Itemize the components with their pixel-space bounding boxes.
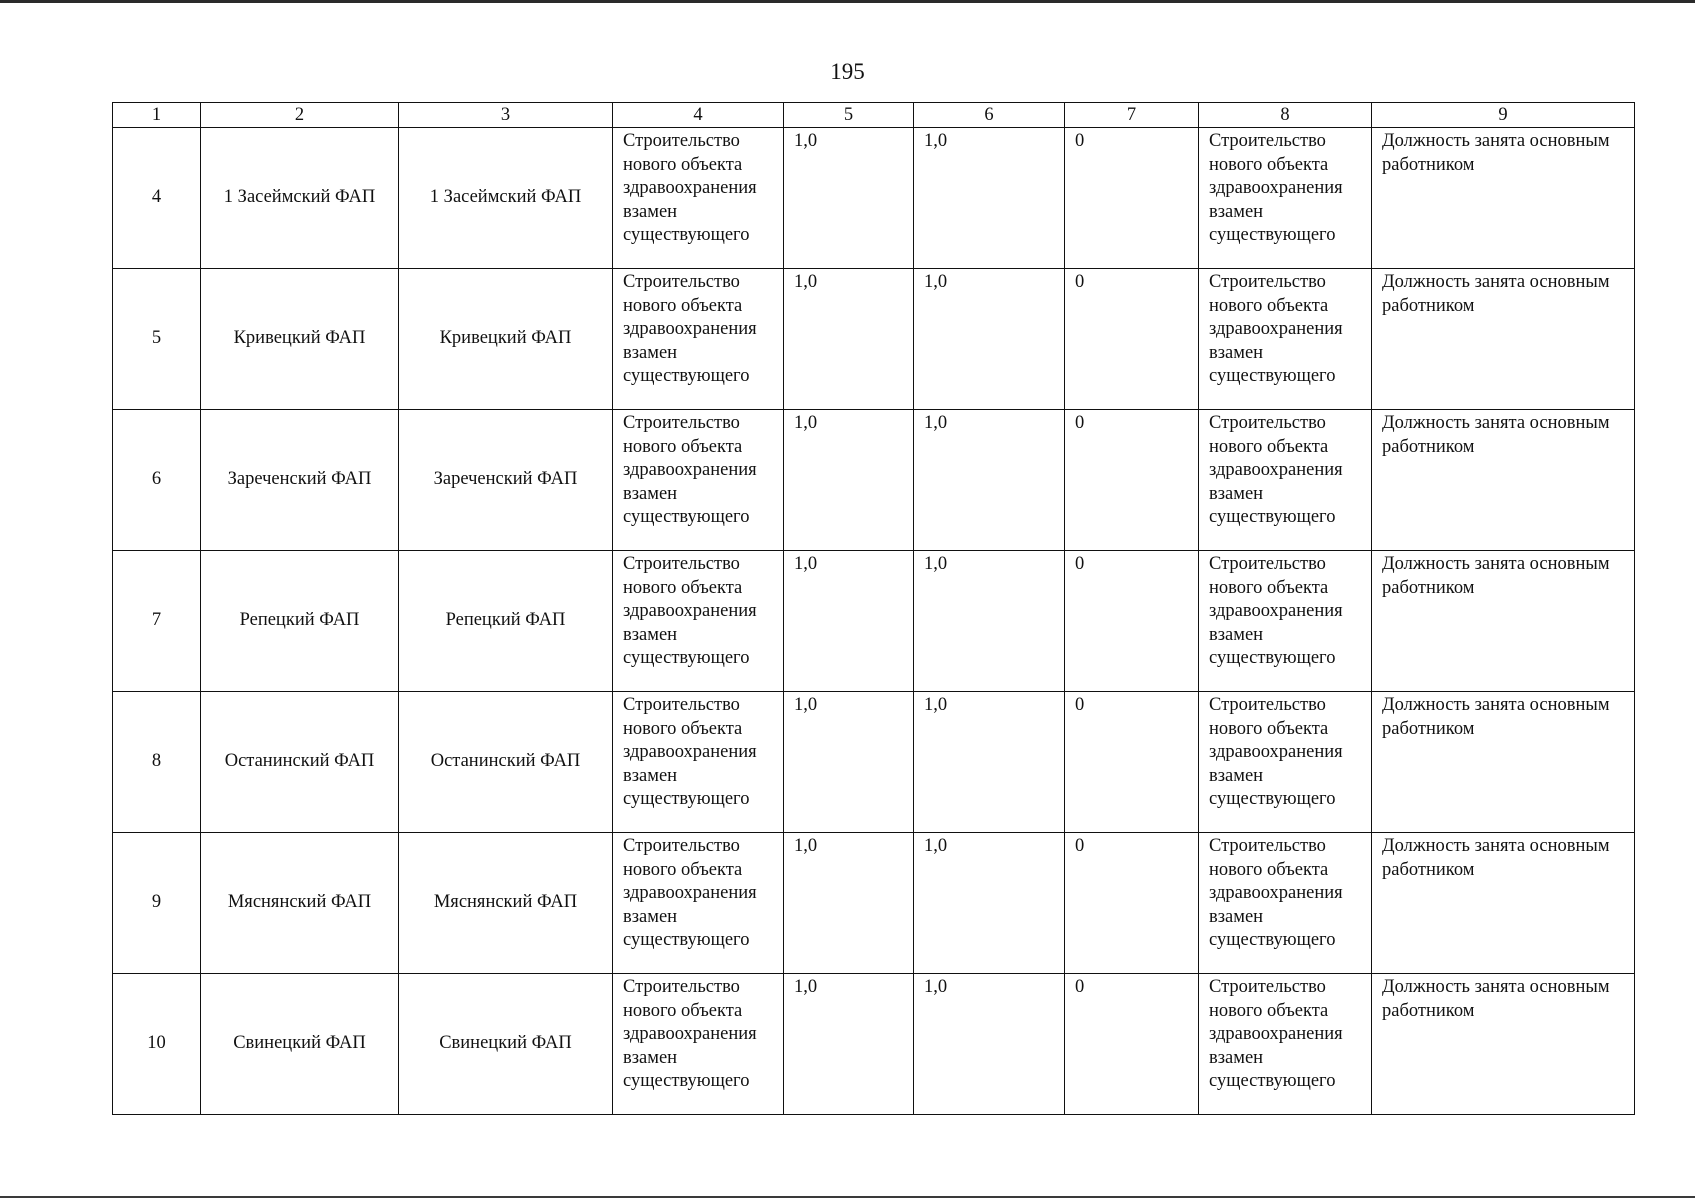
- value-cell: 1,0: [914, 551, 1065, 692]
- column-header: 4: [613, 103, 784, 128]
- facility-name: Свинецкий ФАП: [201, 974, 399, 1115]
- status-cell: Должность занята основным работником: [1372, 269, 1635, 410]
- column-header: 8: [1199, 103, 1372, 128]
- value-cell: 1,0: [784, 551, 914, 692]
- value-cell: 1,0: [784, 692, 914, 833]
- value-cell: 1,0: [784, 833, 914, 974]
- table-row: [113, 410, 1635, 551]
- table-row: [113, 128, 1635, 269]
- measure-cell: Строительство нового объекта здравоохранения взамен существующего: [613, 269, 784, 410]
- value-cell: 0: [1065, 128, 1199, 269]
- column-header: 7: [1065, 103, 1199, 128]
- status-cell: Должность занята основным работником: [1372, 974, 1635, 1115]
- table-row: [113, 551, 1635, 692]
- column-header: 9: [1372, 103, 1635, 128]
- value-cell: 1,0: [914, 692, 1065, 833]
- facility-name-repeat: Зареченский ФАП: [399, 410, 613, 551]
- value-cell: 0: [1065, 410, 1199, 551]
- facility-name: Репецкий ФАП: [201, 551, 399, 692]
- value-cell: 1,0: [914, 974, 1065, 1115]
- status-cell: Должность занята основным работником: [1372, 833, 1635, 974]
- table-row: [113, 833, 1635, 974]
- measure-cell: Строительство нового объекта здравоохранения взамен существующего: [613, 410, 784, 551]
- scan-bottom-edge: [0, 1196, 1695, 1198]
- value-cell: 0: [1065, 551, 1199, 692]
- column-header: 6: [914, 103, 1065, 128]
- facility-name-repeat: 1 Засеймский ФАП: [399, 128, 613, 269]
- facility-name: Кривецкий ФАП: [201, 269, 399, 410]
- row-number: 7: [113, 551, 201, 692]
- measure-cell: Строительство нового объекта здравоохранения взамен существующего: [1199, 833, 1372, 974]
- measure-cell: Строительство нового объекта здравоохранения взамен существующего: [613, 128, 784, 269]
- value-cell: 0: [1065, 692, 1199, 833]
- value-cell: 0: [1065, 833, 1199, 974]
- measure-cell: Строительство нового объекта здравоохранения взамен существующего: [1199, 974, 1372, 1115]
- value-cell: 0: [1065, 269, 1199, 410]
- column-header: 5: [784, 103, 914, 128]
- column-header: 3: [399, 103, 613, 128]
- table-row: [113, 269, 1635, 410]
- facility-name-repeat: Свинецкий ФАП: [399, 974, 613, 1115]
- row-number: 9: [113, 833, 201, 974]
- table-header-row: [113, 103, 1635, 128]
- value-cell: 1,0: [914, 410, 1065, 551]
- table-row: [113, 974, 1635, 1115]
- status-cell: Должность занята основным работником: [1372, 128, 1635, 269]
- value-cell: 1,0: [914, 128, 1065, 269]
- row-number: 5: [113, 269, 201, 410]
- row-number: 10: [113, 974, 201, 1115]
- facility-name-repeat: Останинский ФАП: [399, 692, 613, 833]
- measure-cell: Строительство нового объекта здравоохранения взамен существующего: [1199, 269, 1372, 410]
- row-number: 4: [113, 128, 201, 269]
- facilities-table: [112, 102, 1635, 1115]
- column-header: 1: [113, 103, 201, 128]
- row-number: 8: [113, 692, 201, 833]
- measure-cell: Строительство нового объекта здравоохранения взамен существующего: [1199, 410, 1372, 551]
- value-cell: 1,0: [914, 833, 1065, 974]
- scan-top-edge: [0, 0, 1695, 3]
- measure-cell: Строительство нового объекта здравоохранения взамен существующего: [613, 974, 784, 1115]
- value-cell: 1,0: [784, 974, 914, 1115]
- value-cell: 1,0: [914, 269, 1065, 410]
- column-header: 2: [201, 103, 399, 128]
- table-row: [113, 692, 1635, 833]
- measure-cell: Строительство нового объекта здравоохранения взамен существующего: [1199, 128, 1372, 269]
- measure-cell: Строительство нового объекта здравоохранения взамен существующего: [1199, 551, 1372, 692]
- measure-cell: Строительство нового объекта здравоохранения взамен существующего: [613, 692, 784, 833]
- facility-name: 1 Засеймский ФАП: [201, 128, 399, 269]
- row-number: 6: [113, 410, 201, 551]
- facility-name-repeat: Репецкий ФАП: [399, 551, 613, 692]
- facility-name: Мяснянский ФАП: [201, 833, 399, 974]
- facility-name: Останинский ФАП: [201, 692, 399, 833]
- facility-name-repeat: Кривецкий ФАП: [399, 269, 613, 410]
- facility-name: Зареченский ФАП: [201, 410, 399, 551]
- facility-name-repeat: Мяснянский ФАП: [399, 833, 613, 974]
- value-cell: 0: [1065, 974, 1199, 1115]
- measure-cell: Строительство нового объекта здравоохранения взамен существующего: [613, 551, 784, 692]
- measure-cell: Строительство нового объекта здравоохранения взамен существующего: [1199, 692, 1372, 833]
- value-cell: 1,0: [784, 269, 914, 410]
- status-cell: Должность занята основным работником: [1372, 692, 1635, 833]
- measure-cell: Строительство нового объекта здравоохранения взамен существующего: [613, 833, 784, 974]
- status-cell: Должность занята основным работником: [1372, 410, 1635, 551]
- value-cell: 1,0: [784, 128, 914, 269]
- status-cell: Должность занята основным работником: [1372, 551, 1635, 692]
- page-number: 195: [830, 59, 865, 84]
- value-cell: 1,0: [784, 410, 914, 551]
